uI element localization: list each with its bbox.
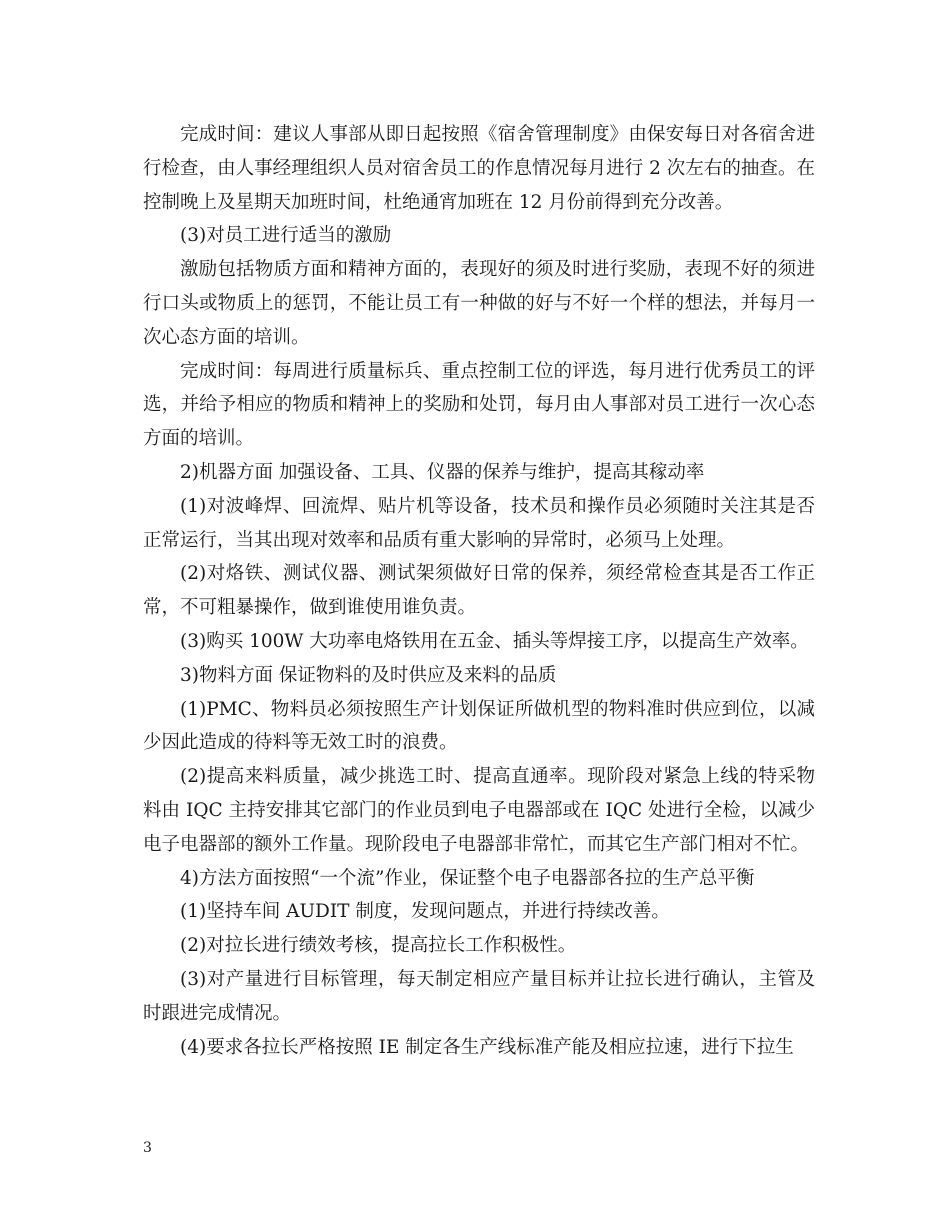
paragraph: (1)坚持车间 AUDIT 制度，发现问题点，并进行持续改善。 <box>180 901 670 923</box>
paragraph: 激励包括物质方面和精神方面的，表现好的须及时进行奖励，表现不好的须进行口头或物质上的惩罚，不能让员工有一种做的好与不好一个样的想法，并每月一次心态方面的培训。 <box>143 259 815 348</box>
paragraph: (1)对波峰焊、回流焊、贴片机等设备，技术员和操作员必须随时关注其是否正常运行，当其出现对效率和品质有重大影响的异常时，必须马上处理。 <box>143 495 815 551</box>
paragraph: 3)物料方面 保证物料的及时供应及来料的品质 <box>180 664 557 686</box>
document-body <box>143 118 815 1064</box>
paragraph: (3)对员工进行适当的激励 <box>180 225 392 247</box>
paragraph: (2)提高来料质量，减少挑选工时、提高直通率。现阶段对紧急上线的特采物料由 IQC 主持安排其它部门的作业员到电子电器部或在 IQC 处进行全检，以减少电子电器部的额外工作量。现阶段电子电器部非常忙，而其它生产部门相对不忙。 <box>143 766 815 855</box>
page-number: 3 <box>143 1140 152 1156</box>
paragraph: (2)对拉长进行绩效考核，提高拉长工作积极性。 <box>180 935 577 957</box>
paragraph: (3)对产量进行目标管理，每天制定相应产量目标并让拉长进行确认，主管及时跟进完成情况。 <box>143 968 815 1024</box>
paragraph: 完成时间：每周进行质量标兵、重点控制工位的评选，每月进行优秀员工的评选，并给予相应的物质和精神上的奖励和处罚，每月由人事部对员工进行一次心态方面的培训。 <box>143 360 815 450</box>
paragraph: 4)方法方面按照“一个流”作业，保证整个电子电器部各拉的生产总平衡 <box>180 867 755 889</box>
paragraph: 2)机器方面 加强设备、工具、仪器的保养与维护，提高其稼动率 <box>180 461 705 483</box>
paragraph: (4)要求各拉长严格按照 IE 制定各生产线标准产能及相应拉速，进行下拉生 <box>180 1036 794 1058</box>
paragraph: 完成时间：建议人事部从即日起按照《宿舍管理制度》由保安每日对各宿舍进行检查，由人事经理组织人员对宿舍员工的作息情况每月进行 2 次左右的抽查。在控制晚上及星期天加班时间，杜绝通宵加班在 12 月份前得到充分改善。 <box>143 124 815 213</box>
paragraph: (3)购买 100W 大功率电烙铁用在五金、插头等焊接工序，以提高生产效率。 <box>180 630 809 652</box>
paragraph: (2)对烙铁、测试仪器、测试架须做好日常的保养，须经常检查其是否工作正常，不可粗暴操作，做到谁使用谁负责。 <box>143 563 815 619</box>
paragraph: (1)PMC、物料员必须按照生产计划保证所做机型的物料准时供应到位，以减少因此造成的待料等无效工时的浪费。 <box>143 698 815 754</box>
